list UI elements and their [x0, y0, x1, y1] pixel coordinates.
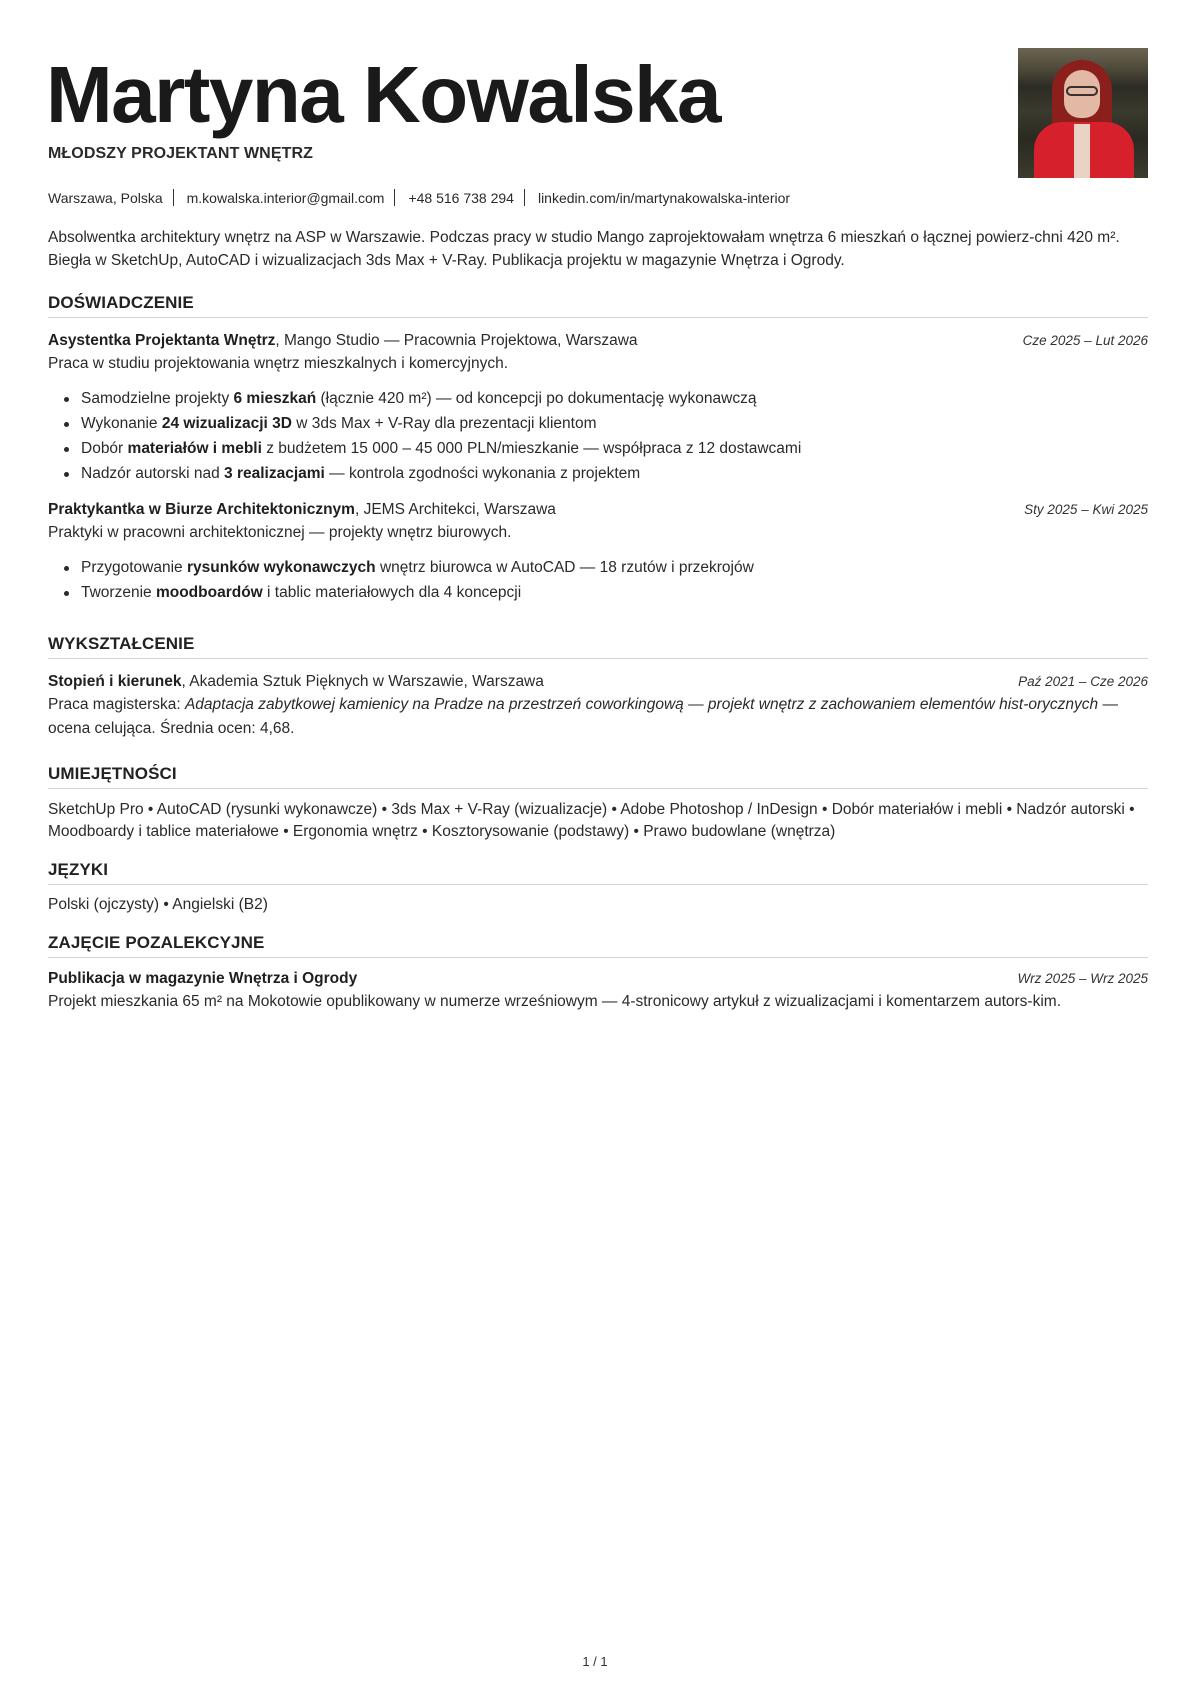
section-divider	[48, 957, 1148, 958]
section-title: WYKSZTAŁCENIE	[48, 634, 195, 653]
education-entry	[48, 671, 1148, 741]
entry-description: Projekt mieszkania 65 m² na Mokotowie opublikowany w numerze wrześniowym — 4-stronicowy artykuł z wizualizacjami i komentarzem autors-kim.	[48, 993, 1062, 1010]
section-divider	[48, 884, 1148, 885]
section-title: DOŚWIADCZENIE	[48, 293, 194, 312]
page-number: 1 / 1	[582, 1654, 608, 1669]
entry-dates: Cze 2025 – Lut 2026	[1022, 333, 1148, 348]
entry-role: Praktykantka w Biurze Architektonicznym	[48, 501, 355, 518]
experience-entry	[48, 499, 1148, 605]
entry-dates: Paź 2021 – Cze 2026	[1018, 674, 1148, 689]
divider	[524, 189, 525, 206]
job-title: MŁODSZY PROJEKTANT WNĘTRZ	[48, 145, 314, 162]
resume-page	[46, 0, 1148, 1010]
contact-phone[interactable]: +48 516 738 294	[408, 189, 514, 206]
entry-role: Asystentka Projektanta Wnętrz	[48, 332, 276, 349]
section-title: JĘZYKI	[48, 860, 109, 879]
entry-header	[48, 330, 1148, 352]
divider	[173, 189, 174, 206]
entry-organization: , Mango Studio — Pracownia Projektowa, Warszawa	[275, 332, 638, 349]
candidate-name: Martyna Kowalska	[46, 50, 721, 139]
section-divider	[48, 788, 1148, 789]
extracurricular-entry	[48, 968, 1148, 1014]
entry-organization: , JEMS Architekci, Warszawa	[354, 501, 556, 518]
entry-name: Publikacja w magazynie Wnętrza i Ogrody	[48, 970, 358, 987]
entry-dates: Sty 2025 – Kwi 2025	[1024, 502, 1148, 517]
section-experience	[48, 293, 1148, 605]
bullet-item: Przygotowanie rysunków wykonawczych wnętrz biurowca w AutoCAD — 18 rzutów i przekrojów	[64, 555, 1148, 580]
languages-list: Polski (ojczysty) • Angielski (B2)	[48, 896, 268, 913]
entry-school: , Akademia Sztuk Pięknych w Warszawie, Warszawa	[181, 673, 544, 690]
contact-linkedin[interactable]: linkedin.com/in/martynakowalska-interior	[537, 189, 791, 206]
bullet-item: Nadzór autorski nad 3 realizacjami — kontrola zgodności wykonania z projektem	[64, 461, 1148, 486]
entry-description: Praktyki w pracowni architektonicznej — projekty wnętrz biurowych.	[48, 524, 512, 541]
skills-list: SketchUp Pro • AutoCAD (rysunki wykonawcze) • 3ds Max + V-Ray (wizualizacje) • Adobe Photoshop / InDesign • Dobór materiałów i mebli • Nadzór autorski • Moodboardy i tablice materiałowe • Ergonomia wnętrz • Kosztorysowanie (podstawy) • Prawo budowlane (wnętrza)	[48, 801, 1135, 840]
resume-header	[46, 0, 1148, 269]
contact-line	[48, 189, 790, 206]
entry-header	[48, 671, 1148, 693]
bullet-item: Wykonanie 24 wizualizacji 3D w 3ds Max + V-Ray dla prezentacji klientom	[64, 411, 1148, 436]
contact-email[interactable]: m.kowalska.interior@gmail.com	[186, 189, 385, 206]
section-languages	[48, 860, 1148, 916]
section-divider	[48, 658, 1148, 659]
entry-degree: Stopień i kierunek	[48, 673, 182, 690]
bullet-item: Samodzielne projekty 6 mieszkań (łącznie 420 m²) — od koncepcji po dokumentację wykonawczą	[64, 386, 1148, 411]
entry-description: Praca magisterska: Adaptacja zabytkowej kamienicy na Pradze na przestrzeń coworkingową — projekt wnętrz z zachowaniem elementów hist-orycznych — ocena celująca. Średnia ocen: 4,68.	[48, 696, 1118, 737]
entry-description: Praca w studiu projektowania wnętrz mieszkalnych i komercyjnych.	[48, 355, 509, 372]
experience-entry	[48, 330, 1148, 486]
profile-summary: Absolwentka architektury wnętrz na ASP w Warszawie. Podczas pracy w studio Mango zaprojektowałam wnętrza 6 mieszkań o łącznej powierz-chni 420 m². Biegła w SketchUp, AutoCAD i wizualizacjach 3ds Max + V-Ray. Publikacja projektu w magazynie Wnętrza i Ogrody.	[48, 229, 1120, 269]
bullet-list	[64, 555, 1148, 605]
entry-dates: Wrz 2025 – Wrz 2025	[1017, 971, 1148, 986]
section-title: UMIEJĘTNOŚCI	[48, 764, 177, 783]
bullet-list	[64, 386, 1148, 486]
thesis-title: Adaptacja zabytkowej kamienicy na Pradze na przestrzeń coworkingową — projekt wnętrz z zachowaniem elementów hist-orycznych	[184, 696, 1099, 713]
entry-header	[48, 499, 1148, 521]
divider	[394, 189, 395, 206]
bullet-item: Tworzenie moodboardów i tablic materiałowych dla 4 koncepcji	[64, 580, 1148, 605]
profile-photo	[1018, 48, 1148, 178]
section-title: ZAJĘCIE POZALEKCYJNE	[48, 933, 265, 952]
section-divider	[48, 317, 1148, 318]
photo-glasses-shape	[1066, 86, 1098, 96]
bullet-item: Dobór materiałów i mebli z budżetem 15 000 – 45 000 PLN/mieszkanie — współpraca z 12 dostawcami	[64, 436, 1148, 461]
section-education	[48, 634, 1148, 741]
section-extracurricular	[48, 933, 1148, 1014]
photo-blouse-shape	[1074, 124, 1090, 178]
contact-location: Warszawa, Polska	[48, 189, 163, 206]
section-skills	[48, 764, 1148, 843]
entry-header	[48, 968, 1148, 990]
